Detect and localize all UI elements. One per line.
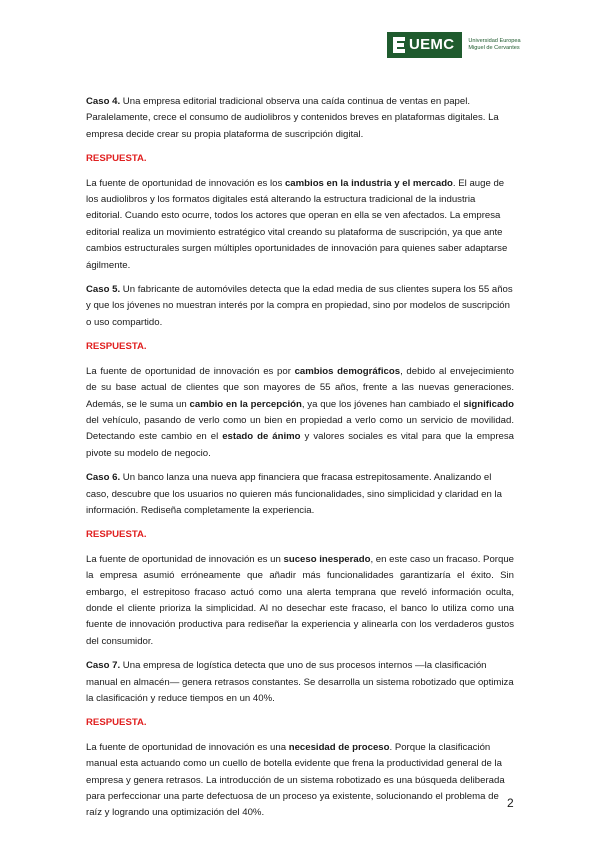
case-question bbox=[86, 658, 514, 707]
case-answer bbox=[86, 740, 514, 822]
response-label: RESPUESTA. bbox=[86, 341, 147, 353]
answer-emphasis: necesidad de proceso bbox=[288, 741, 390, 753]
case-question-text: Un banco lanza una nueva app financiera que fracasa estrepitosamente. Analizando el caso, descubre que los usuarios no quieren más funcionalidades, sino simplicidad y claridad en la información. Rediseña completamente la experiencia. bbox=[86, 472, 502, 516]
answer-text: La fuente de oportunidad de innovación es un bbox=[86, 553, 284, 565]
answer-text: La fuente de oportunidad de innovación es los bbox=[86, 177, 285, 189]
answer-text: , debido al envejecimiento de su base actual de clientes que son mayores de 55 años, frente a las nuevas generaciones. Además, se le suma un bbox=[86, 365, 514, 410]
response-label: RESPUESTA. bbox=[86, 717, 147, 729]
answer-text: y valores sociales es vital para que la empresa pivote su modelo de negocio. bbox=[86, 431, 514, 459]
answer-emphasis: cambios demográficos bbox=[294, 365, 401, 377]
case-question-text: Un fabricante de automóviles detecta que la edad media de sus clientes supera los 55 años y que los jóvenes no muestran interés por la compra en propiedad, sino por modelos de suscripción o uso compartido. bbox=[86, 284, 513, 328]
case-question bbox=[86, 94, 514, 143]
case-answer bbox=[86, 364, 514, 462]
logo-glyph-icon bbox=[393, 37, 405, 53]
logo-mark-text: UEMC bbox=[409, 36, 455, 53]
answer-emphasis: significado bbox=[463, 398, 514, 410]
uemc-logo bbox=[387, 32, 521, 58]
case-heading: Caso 5. bbox=[86, 284, 121, 296]
case-question-text: Una empresa editorial tradicional observa una caída continua de ventas en papel. Paralelamente, crece el consumo de audiolibros y contenidos breves en plataformas digitales. La empresa decide crear su propia plataforma de suscripción digital. bbox=[86, 96, 499, 140]
answer-text: , ya que los jóvenes han cambiado el bbox=[301, 398, 464, 410]
answer-text: , en este caso un fracaso. Porque la empresa asumió erróneamente que añadir más funcionalidades garantizaría el éxito. Sin embargo, el estrepitoso fracaso actuó como una alerta temprana que reveló información oculta, donde el cliente prioriza la simplicidad. Al no desechar este fracaso, el banco lo utiliza como una fuente de innovación productiva para rediseñar la experiencia y alinearla con los verdaderos gustos del consumidor. bbox=[86, 553, 514, 647]
case-question bbox=[86, 282, 514, 331]
response-label: RESPUESTA. bbox=[86, 529, 147, 541]
case-heading: Caso 6. bbox=[86, 472, 121, 484]
case-answer bbox=[86, 552, 514, 650]
answer-emphasis: suceso inesperado bbox=[283, 553, 371, 565]
answer-emphasis: cambio en la percepción bbox=[189, 398, 302, 410]
case-answer bbox=[86, 176, 514, 274]
case-question-text: Una empresa de logística detecta que uno de sus procesos internos —la clasificación manual en almacén— genera retrasos constantes. Se desarrolla un sistema robotizado que optimiza la clasificación y reduce tiempos en un 40%. bbox=[86, 660, 514, 704]
answer-text: . Porque la clasificación manual esta actuando como un cuello de botella evidente que frena la productividad general de la empresa y genera retrasos. La introducción de un sistema robotizado es una búsqueda deliberada para perfeccionar una parte defectuosa de un proceso ya existente, solucionando el problema de raíz y logrando una optimización del 40%. bbox=[86, 741, 505, 819]
case-heading: Caso 7. bbox=[86, 660, 121, 672]
case-heading: Caso 4. bbox=[86, 96, 121, 107]
answer-emphasis: estado de ánimo bbox=[222, 431, 301, 443]
page-number: 2 bbox=[507, 796, 514, 810]
logo-line-1: Universidad Europea bbox=[468, 38, 521, 44]
answer-emphasis: cambios en la industria y el mercado bbox=[284, 177, 453, 189]
logo-mark bbox=[387, 32, 462, 58]
logo-line-2: Miguel de Cervantes bbox=[468, 45, 520, 51]
answer-text: La fuente de oportunidad de innovación es por bbox=[86, 365, 295, 377]
logo-text bbox=[468, 38, 520, 52]
response-label: RESPUESTA. bbox=[86, 153, 147, 165]
answer-text: del vehículo, pasando de verlo como un bien en propiedad a verlo como un servicio de movilidad. Detectando este cambio en el bbox=[86, 414, 514, 443]
case-question bbox=[86, 470, 514, 519]
answer-text: . El auge de los audiolibros y los formatos digitales está alterando la estructura tradicional de la industria editorial. Cuando esto ocurre, todos los actores que operan en ella se ven afectados. La empresa editorial realiza un movimiento estratégico vital creando su plataforma de suscripción, ya que ante cambios estructurales surgen múltiples oportunidades de innovación para quienes saber adaptarse ágilmente. bbox=[86, 177, 508, 271]
document-body bbox=[86, 94, 514, 830]
answer-text: La fuente de oportunidad de innovación es una bbox=[86, 741, 289, 753]
